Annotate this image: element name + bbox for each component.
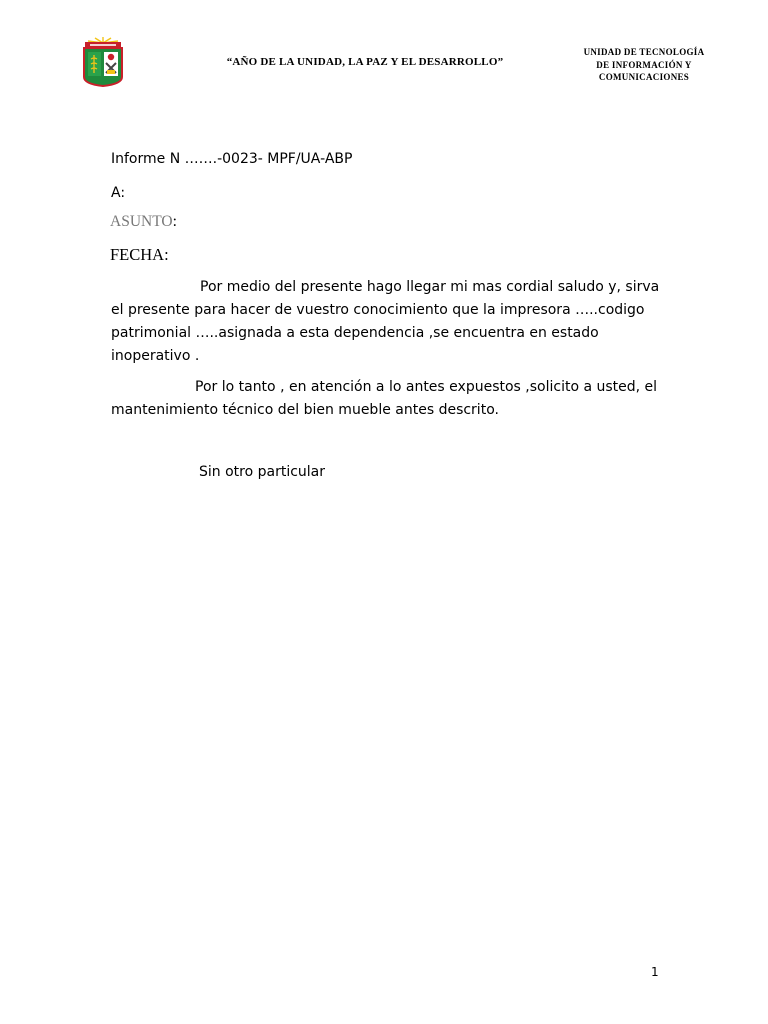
- body-paragraph-1-text: Por medio del presente hago llegar mi mas cordial saludo y, sirva el presente para hacer de vuestro conocimiento que la impresora …..codigo patrimonial …..asignada a esta dependencia ,se encuentra en estado inoperativo .: [111, 279, 660, 364]
- unit-name: [566, 46, 722, 84]
- unit-name-line: COMUNICACIONES: [598, 72, 690, 82]
- body-paragraph-1: [111, 276, 671, 368]
- header-motto: “AÑO DE LA UNIDAD, LA PAZ Y EL DESARROLLO”: [226, 56, 504, 68]
- unit-name-line: DE INFORMACIÓN Y: [596, 59, 692, 70]
- subject-field: [110, 213, 177, 231]
- report-number: Informe N …….-0023- MPF/UA-ABP: [111, 151, 353, 167]
- subject-label: ASUNTO: [110, 213, 173, 230]
- date-label: FECHA:: [110, 245, 169, 264]
- closing-line: Sin otro particular: [199, 464, 326, 480]
- subject-colon: :: [172, 213, 177, 230]
- body-paragraph-2-text: Por lo tanto , en atención a lo antes expuestos ,solicito a usted, el mantenimiento técnico del bien mueble antes descrito.: [111, 379, 658, 418]
- coat-of-arms-icon: [81, 37, 125, 87]
- body-paragraph-2: [111, 376, 671, 422]
- unit-name-line: UNIDAD DE TECNOLOGÍA: [583, 47, 705, 57]
- page-number: 1: [651, 965, 659, 979]
- recipient-label: A:: [111, 185, 126, 201]
